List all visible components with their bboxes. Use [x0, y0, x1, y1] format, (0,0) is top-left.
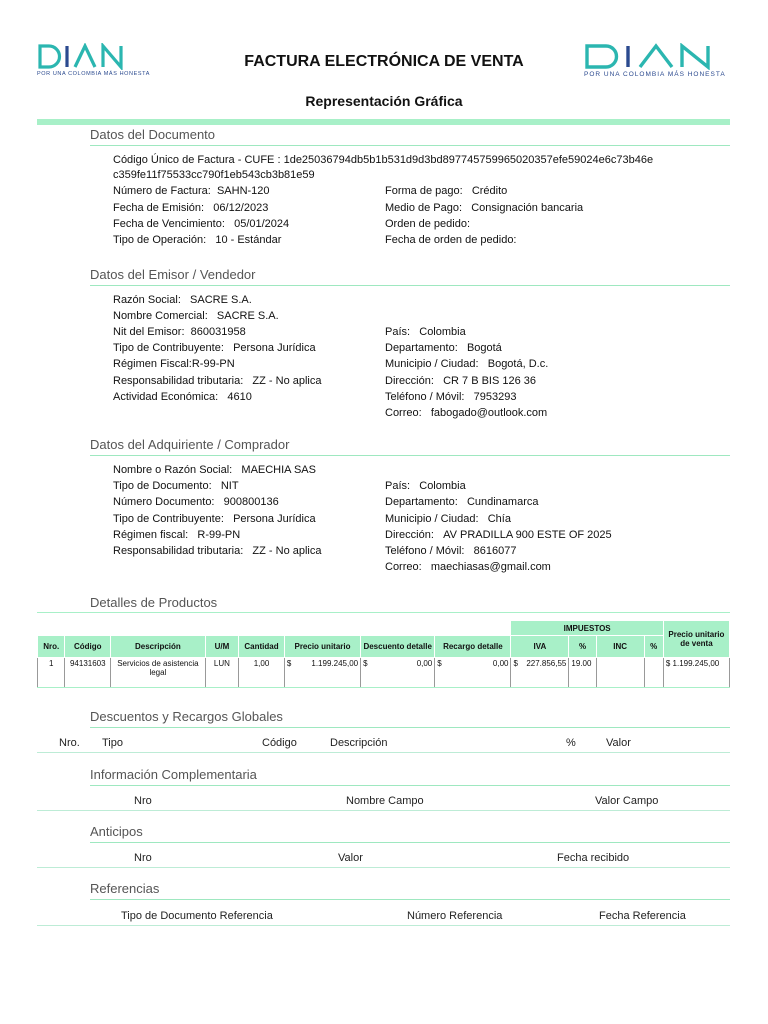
section-title-descuentos: Descuentos y Recargos Globales: [90, 709, 283, 724]
section-title-referencias: Referencias: [90, 881, 160, 896]
section-divider: [90, 727, 730, 728]
currency: $: [513, 659, 518, 668]
label: Tipo de Contribuyente:: [113, 513, 224, 525]
section-title-adquiriente: Datos del Adquiriente / Comprador: [90, 437, 290, 452]
header-divider: [37, 119, 730, 125]
section-title-emisor: Datos del Emisor / Vendedor: [90, 267, 256, 282]
col-valor: Valor: [606, 737, 631, 749]
currency: $: [363, 659, 368, 668]
col-codigo: Código: [262, 737, 297, 749]
label: Fecha de Vencimiento:: [113, 218, 225, 230]
section-divider: [37, 612, 730, 613]
col-header: Precio unitario: [284, 636, 360, 658]
col-nro: Nro: [134, 795, 152, 807]
responsabilidad-tributaria: [113, 545, 322, 557]
section-title-productos: Detalles de Productos: [90, 595, 218, 610]
col-fecha-recibido: Fecha recibido: [557, 852, 630, 864]
label: Forma de pago:: [385, 185, 463, 197]
numero-factura: [113, 185, 270, 197]
regimen-fiscal: [113, 529, 240, 541]
section-divider: [90, 899, 730, 900]
label: Responsabilidad tributaria:: [113, 375, 244, 387]
municipio: [385, 358, 548, 370]
header-spacer: [38, 621, 511, 636]
label: Dirección:: [385, 529, 434, 541]
currency: $: [286, 659, 292, 668]
razon-social: [113, 294, 252, 306]
document-title: FACTURA ELECTRÓNICA DE VENTA: [244, 53, 524, 70]
responsabilidad-tributaria: [113, 375, 322, 387]
col-pct: %: [566, 737, 576, 749]
value: ZZ - No aplica: [252, 545, 322, 557]
label: País:: [385, 326, 411, 338]
label: Teléfono / Móvil:: [385, 391, 465, 403]
label: Municipio / Ciudad:: [385, 358, 479, 370]
col-tipo-documento-referencia: Tipo de Documento Referencia: [121, 910, 273, 922]
dian-logo-mark: [584, 43, 730, 70]
label: Fecha de Emisión:: [113, 202, 205, 214]
value: Persona Jurídica: [233, 513, 316, 525]
col-valor-campo: Valor Campo: [595, 795, 659, 807]
value: Bogotá: [466, 342, 502, 354]
col-header: %: [569, 636, 596, 658]
col-header: Descuento detalle: [361, 636, 435, 658]
label: Régimen Fiscal:: [113, 358, 192, 370]
cell-iva: [511, 658, 569, 688]
label: Teléfono / Móvil:: [385, 545, 465, 557]
cell-codigo: 94131603: [65, 658, 111, 688]
forma-pago: [385, 185, 507, 197]
section-title-anticipos: Anticipos: [90, 824, 143, 839]
value: SACRE S.A.: [216, 310, 279, 322]
cell-iva-pct: 19.00: [569, 658, 596, 688]
col-header: INC: [596, 636, 644, 658]
label: Dirección:: [385, 375, 434, 387]
col-header: Recargo detalle: [435, 636, 511, 658]
value: NIT: [220, 480, 239, 492]
direccion: [385, 529, 612, 541]
section-title-informacion: Información Complementaria: [90, 767, 257, 782]
label: Actividad Económica:: [113, 391, 219, 403]
value: Colombia: [419, 480, 466, 492]
currency: $: [665, 659, 671, 668]
value: Chía: [487, 513, 511, 525]
col-nombre-campo: Nombre Campo: [346, 795, 424, 807]
products-table: [37, 620, 730, 688]
value: 4610: [227, 391, 252, 403]
cell-descuento: [361, 658, 435, 688]
dian-logo-right: [584, 43, 730, 83]
value: SACRE S.A.: [190, 294, 252, 306]
pais: [385, 480, 466, 492]
actividad-economica: [113, 391, 252, 403]
col-valor: Valor: [338, 852, 363, 864]
nit-emisor: [113, 326, 246, 338]
value: fabogado@outlook.com: [430, 407, 548, 419]
label: Régimen fiscal:: [113, 529, 189, 541]
value: SAHN-120: [216, 185, 270, 197]
value: CR 7 B BIS 126 36: [443, 375, 537, 387]
value: AV PRADILLA 900 ESTE OF 2025: [443, 529, 612, 541]
label: Tipo de Contribuyente:: [113, 342, 224, 354]
value: Crédito: [471, 185, 508, 197]
value: maechiasas@gmail.com: [430, 561, 551, 573]
cufe-value-line1: 1de25036794db5b1b531d9d3bd897745759965020357efe59024e6c73b46e: [283, 154, 654, 166]
section-divider: [90, 285, 730, 286]
cufe-row: [113, 154, 653, 166]
cell-cantidad: 1,00: [239, 658, 285, 688]
value: R-99-PN: [191, 358, 235, 370]
col-header: Nro.: [38, 636, 65, 658]
value: 900800136: [223, 496, 279, 508]
label: Nit del Emisor:: [113, 326, 185, 338]
municipio: [385, 513, 511, 525]
label: Departamento:: [385, 342, 458, 354]
cell-nro: 1: [38, 658, 65, 688]
value: 06/12/2023: [213, 202, 269, 214]
label: Razón Social:: [113, 294, 181, 306]
col-descripcion: Descripción: [330, 737, 388, 749]
numero-documento: [113, 496, 279, 508]
col-header: IVA: [511, 636, 569, 658]
departamento: [385, 342, 502, 354]
label: País:: [385, 480, 411, 492]
label: Nombre o Razón Social:: [113, 464, 233, 476]
col-fecha-referencia: Fecha Referencia: [599, 910, 686, 922]
nombre-comercial: [113, 310, 279, 322]
label: Tipo de Operación:: [113, 234, 207, 246]
label: Tipo de Documento:: [113, 480, 212, 492]
impuestos-header: IMPUESTOS: [511, 621, 663, 636]
section-divider: [90, 842, 730, 843]
col-header: Código: [65, 636, 111, 658]
value: Bogotá, D.c.: [487, 358, 549, 370]
col-numero-referencia: Número Referencia: [407, 910, 503, 922]
label: Número de Factura:: [113, 185, 211, 197]
amount: 0,00: [416, 659, 433, 668]
col-header: %: [644, 636, 663, 658]
cell-precio-venta: [663, 658, 729, 688]
correo: [385, 407, 547, 419]
value: 7953293: [473, 391, 517, 403]
value: 860031958: [190, 326, 246, 338]
label: Número Documento:: [113, 496, 215, 508]
nombre-razon-social: [113, 464, 316, 476]
amount: 227.856,55: [526, 659, 567, 668]
tipo-contribuyente: [113, 342, 316, 354]
precio-venta-header: Precio unitario de venta: [663, 621, 729, 658]
cufe-value-line2: c359fe11f75533cc790f1eb543cb3b81e59: [113, 169, 315, 181]
amount: 1.199.245,00: [311, 659, 359, 668]
section-divider: [90, 785, 730, 786]
table-row: [38, 658, 730, 688]
document-subtitle: Representación Gráfica: [305, 93, 463, 109]
value: Colombia: [419, 326, 466, 338]
pais: [385, 326, 466, 338]
cell-descripcion: Servicios de asistencia legal: [111, 658, 206, 688]
label: Medio de Pago:: [385, 202, 463, 214]
amount: 1.199.245,00: [672, 659, 720, 668]
departamento: [385, 496, 538, 508]
col-header: Descripción: [111, 636, 206, 658]
cell-inc: [596, 658, 644, 688]
cell-inc-pct: [644, 658, 663, 688]
direccion: [385, 375, 536, 387]
logo-tagline: POR UNA COLOMBIA MÁS HONESTA: [584, 71, 726, 78]
row-divider: [37, 867, 730, 868]
cell-precio: [284, 658, 360, 688]
value: 10 - Estándar: [215, 234, 282, 246]
tipo-operacion: [113, 234, 281, 246]
label: Departamento:: [385, 496, 458, 508]
value: MAECHIA SAS: [241, 464, 316, 476]
value: Consignación bancaria: [471, 202, 584, 214]
logo-tagline: POR UNA COLOMBIA MÁS HONESTA: [37, 71, 150, 77]
telefono: [385, 391, 516, 403]
fecha-orden-pedido: [385, 234, 517, 246]
cell-um: LUN: [205, 658, 239, 688]
row-divider: [37, 810, 730, 811]
label: Fecha de orden de pedido:: [385, 234, 517, 246]
value: Cundinamarca: [466, 496, 539, 508]
col-tipo: Tipo: [102, 737, 123, 749]
value: 8616077: [473, 545, 517, 557]
cell-recargo: [435, 658, 511, 688]
label: Nombre Comercial:: [113, 310, 208, 322]
amount: 0,00: [492, 659, 509, 668]
row-divider: [37, 925, 730, 926]
value: ZZ - No aplica: [252, 375, 322, 387]
fecha-vencimiento: [113, 218, 289, 230]
correo: [385, 561, 551, 573]
value: Persona Jurídica: [233, 342, 316, 354]
orden-pedido: [385, 218, 470, 230]
tipo-contribuyente: [113, 513, 316, 525]
label: Orden de pedido:: [385, 218, 471, 230]
label: Correo:: [385, 561, 422, 573]
label: Responsabilidad tributaria:: [113, 545, 244, 557]
section-divider: [90, 145, 730, 146]
col-nro: Nro: [134, 852, 152, 864]
label: Municipio / Ciudad:: [385, 513, 479, 525]
col-header: Cantidad: [239, 636, 285, 658]
section-title-documento: Datos del Documento: [90, 127, 216, 142]
fecha-emision: [113, 202, 268, 214]
currency: $: [437, 659, 442, 668]
section-divider: [90, 455, 730, 456]
medio-pago: [385, 202, 583, 214]
value: 05/01/2024: [234, 218, 290, 230]
label: Correo:: [385, 407, 422, 419]
cufe-label: Código Único de Factura - CUFE :: [113, 154, 281, 166]
row-divider: [37, 752, 730, 753]
regimen-fiscal: [113, 358, 235, 370]
col-nro: Nro.: [59, 737, 80, 749]
value: R-99-PN: [197, 529, 241, 541]
col-header: U/M: [205, 636, 239, 658]
telefono: [385, 545, 516, 557]
tipo-documento: [113, 480, 239, 492]
